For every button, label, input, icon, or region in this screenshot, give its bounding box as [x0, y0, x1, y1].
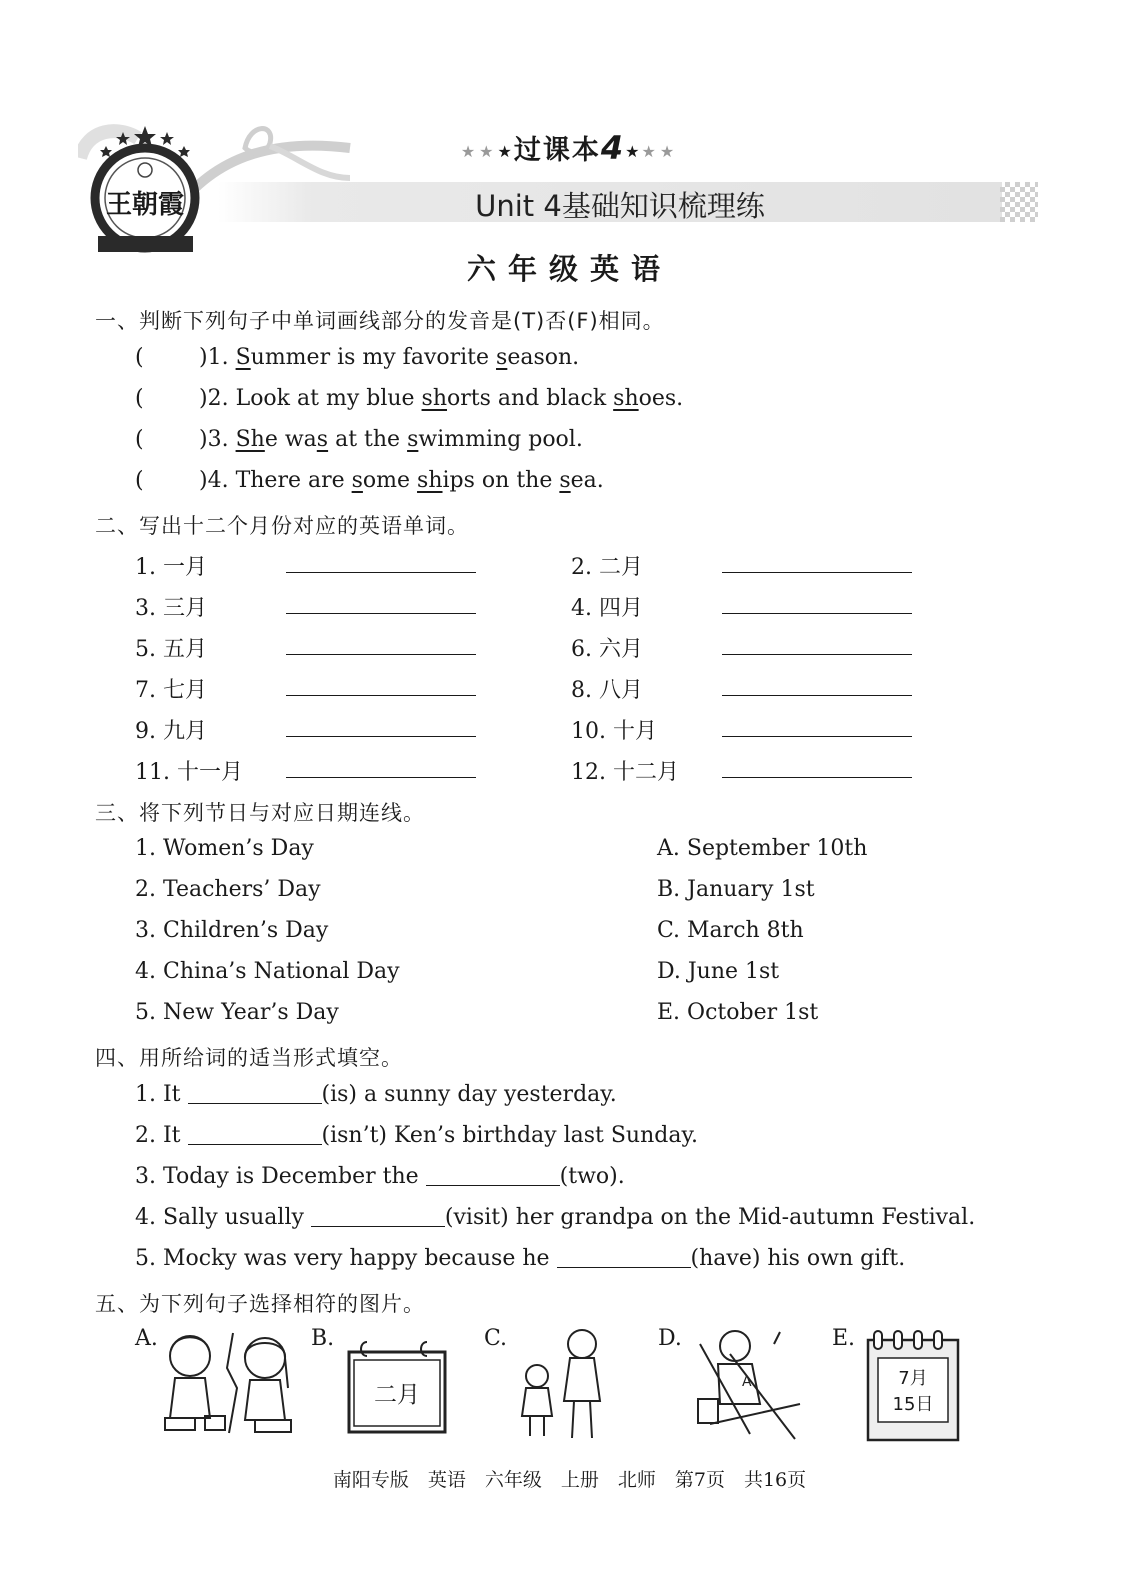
month-label: 3. 三月 — [135, 596, 207, 621]
month-answer-blank[interactable] — [722, 550, 912, 573]
underlined-letters: sh — [421, 386, 448, 411]
answer-paren[interactable]: ( — [135, 427, 144, 452]
section4-title: 四、用所给词的适当形式填空。 — [95, 1046, 403, 1070]
month-answer-blank[interactable] — [286, 550, 476, 573]
calendar-b-text: 二月 — [374, 1382, 420, 1408]
sentence-text: ome — [362, 468, 418, 493]
page-footer: 南阳专版 英语 六年级 上册 北师 第7页 共16页 — [332, 1469, 807, 1491]
underlined-letters: s — [316, 427, 329, 452]
section5-title: 五、为下列句子选择相符的图片。 — [95, 1292, 425, 1316]
star-icon: ★ — [497, 142, 514, 161]
judge-item — [135, 427, 583, 452]
month-answer-blank[interactable] — [286, 591, 476, 614]
sentence-after: (two). — [559, 1164, 625, 1189]
sentence-text: ummer is my favorite — [250, 345, 497, 370]
answer-blank[interactable] — [557, 1247, 691, 1268]
sentence-before: 2. It — [135, 1123, 188, 1148]
festival-item[interactable]: 4. China’s National Day — [135, 959, 400, 984]
answer-paren[interactable]: ( — [135, 386, 144, 411]
sentence-text: oes. — [638, 386, 684, 411]
month-label: 10. 十月 — [571, 719, 657, 744]
picture-label-e: E. — [832, 1326, 856, 1351]
underlined-letters: sh — [613, 386, 639, 411]
month-label: 11. 十一月 — [135, 760, 243, 785]
series-title — [0, 128, 1139, 167]
fill-blank-item — [135, 1246, 905, 1271]
underlined-letters: s — [407, 427, 419, 452]
judge-item — [135, 345, 579, 370]
month-label: 12. 十二月 — [571, 760, 679, 785]
month-label: 8. 八月 — [571, 678, 643, 703]
sentence-text: There are — [235, 468, 352, 493]
month-label: 4. 四月 — [571, 596, 643, 621]
sentence-after: (have) his own gift. — [690, 1246, 906, 1271]
month-label: 9. 九月 — [135, 719, 207, 744]
sentence-text: orts and black — [447, 386, 614, 411]
picture-c-mother-child — [512, 1326, 612, 1442]
sentence-after: (is) a sunny day yesterday. — [321, 1082, 617, 1107]
unit-title: Unit 4基础知识梳理练 — [475, 189, 765, 223]
picture-d-beach-chair — [690, 1324, 810, 1444]
picture-label-d: D. — [658, 1326, 682, 1351]
month-answer-blank[interactable] — [286, 632, 476, 655]
sentence-text: Look at my blue — [235, 386, 422, 411]
logo-text: 王朝霞 — [105, 190, 185, 220]
answer-paren[interactable]: ( — [135, 345, 144, 370]
underlined-letters: Sh — [235, 427, 265, 452]
picture-label-b: B. — [311, 1326, 335, 1351]
picture-a-phone-call — [155, 1328, 305, 1440]
sentence-before: 1. It — [135, 1082, 188, 1107]
month-answer-blank[interactable] — [722, 714, 912, 737]
month-answer-blank[interactable] — [722, 673, 912, 696]
festival-item[interactable]: 2. Teachers’ Day — [135, 877, 321, 902]
month-answer-blank[interactable] — [722, 591, 912, 614]
month-answer-blank[interactable] — [722, 755, 912, 778]
underlined-letters: sh — [417, 468, 443, 493]
underlined-letters: s — [351, 468, 363, 493]
banner-pattern — [1000, 182, 1038, 222]
month-answer-blank[interactable] — [286, 673, 476, 696]
sentence-before: 4. Sally usually — [135, 1205, 311, 1230]
sentence-text: wimming pool. — [418, 427, 583, 452]
date-item[interactable]: A. September 10th — [657, 836, 868, 861]
month-label: 5. 五月 — [135, 637, 207, 662]
grade-title: 六年级英语 — [466, 252, 672, 286]
underlined-letters: s — [559, 468, 571, 493]
series-prefix: 过课本 — [513, 135, 601, 166]
answer-blank[interactable] — [188, 1083, 322, 1104]
month-answer-blank[interactable] — [286, 714, 476, 737]
item-number: )3. — [199, 427, 236, 452]
month-label: 2. 二月 — [571, 555, 643, 580]
svg-text:A: A — [742, 1374, 752, 1390]
judge-item — [135, 386, 683, 411]
date-item[interactable]: E. October 1st — [657, 1000, 819, 1025]
month-label: 1. 一月 — [135, 555, 207, 580]
series-number: 4 — [600, 129, 626, 167]
sentence-text: ips on the — [442, 468, 560, 493]
fill-blank-item — [135, 1164, 625, 1189]
fill-blank-item — [135, 1082, 617, 1107]
sentence-text: e wa — [264, 427, 317, 452]
judge-item — [135, 468, 604, 493]
date-item[interactable]: D. June 1st — [657, 959, 780, 984]
sentence-before: 5. Mocky was very happy because he — [135, 1246, 557, 1271]
date-item[interactable]: C. March 8th — [657, 918, 804, 943]
festival-item[interactable]: 5. New Year’s Day — [135, 1000, 339, 1025]
picture-e-calendar-july — [864, 1328, 962, 1444]
sentence-text: eason. — [507, 345, 580, 370]
underlined-letters: S — [235, 345, 251, 370]
picture-label-a: A. — [135, 1326, 158, 1351]
festival-item[interactable]: 1. Women’s Day — [135, 836, 314, 861]
section1-title: 一、判断下列句子中单词画线部分的发音是(T)否(F)相同。 — [95, 309, 665, 333]
sentence-text: at the — [328, 427, 408, 452]
item-number: )2. — [199, 386, 236, 411]
month-answer-blank[interactable] — [722, 632, 912, 655]
month-label: 6. 六月 — [571, 637, 643, 662]
section2-title: 二、写出十二个月份对应的英语单词。 — [95, 514, 469, 538]
fill-blank-item — [135, 1205, 975, 1230]
fill-blank-item — [135, 1123, 698, 1148]
date-item[interactable]: B. January 1st — [657, 877, 815, 902]
answer-blank[interactable] — [188, 1124, 322, 1145]
picture-b-calendar-february — [345, 1338, 450, 1436]
section3-title: 三、将下列节日与对应日期连线。 — [95, 801, 425, 825]
answer-blank[interactable] — [311, 1206, 445, 1227]
sentence-text: ea. — [570, 468, 604, 493]
answer-blank[interactable] — [426, 1165, 560, 1186]
picture-label-c: C. — [484, 1326, 508, 1351]
month-label: 7. 七月 — [135, 678, 207, 703]
sentence-after: (visit) her grandpa on the Mid-autumn Festival. — [444, 1205, 976, 1230]
month-answer-blank[interactable] — [286, 755, 476, 778]
calendar-e-month: 7月 — [898, 1368, 928, 1389]
star-decoration: ★★ — [460, 142, 498, 161]
star-decoration: ★★ — [641, 142, 679, 161]
calendar-e-day: 15日 — [892, 1394, 934, 1415]
answer-paren[interactable]: ( — [135, 468, 144, 493]
item-number: )4. — [199, 468, 236, 493]
sentence-before: 3. Today is December the — [135, 1164, 426, 1189]
star-icon: ★ — [625, 142, 642, 161]
festival-item[interactable]: 3. Children’s Day — [135, 918, 329, 943]
underlined-letters: s — [496, 345, 508, 370]
sentence-after: (isn’t) Ken’s birthday last Sunday. — [321, 1123, 698, 1148]
item-number: )1. — [199, 345, 236, 370]
